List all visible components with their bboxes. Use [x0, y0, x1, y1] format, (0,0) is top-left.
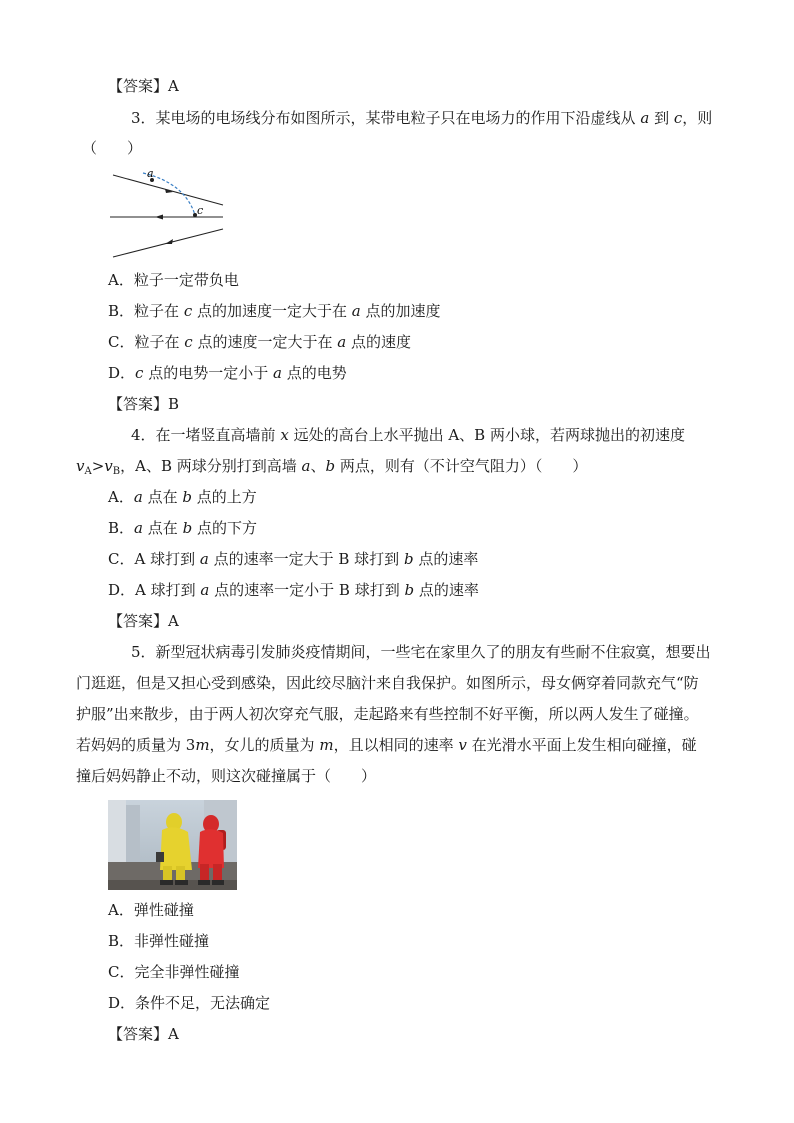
q3-option-b: B．粒子在 c 点的加速度一定大于在 a 点的加速度: [108, 302, 441, 320]
q3-option-d: D．c 点的电势一定小于 a 点的电势: [108, 364, 347, 382]
field-line-top: [113, 175, 223, 205]
label-a: a: [147, 167, 154, 180]
q5-option-a: A．弹性碰撞: [108, 901, 194, 919]
answer-q4: 【答案】A: [108, 612, 179, 630]
q5-stem-2: 门逛逛，但是又担心受到感染，因此绞尽脑汁来自我保护。如图所示，母女俩穿着同款充气“防: [76, 674, 699, 692]
q4-option-a: A．a 点在 b 点的上方: [108, 488, 257, 506]
q3-paren: （ ）: [82, 139, 143, 157]
photo-illustration: [108, 800, 237, 890]
q5-option-d: D．条件不足，无法确定: [108, 994, 271, 1012]
q3-option-a: A．粒子一定带负电: [108, 271, 239, 289]
q4-option-c: C．A 球打到 a 点的速率一定大于 B 球打到 b 点的速率: [108, 550, 479, 568]
label-c: c: [197, 204, 204, 217]
q5-stem-3: 护服”出来散步，由于两人初次穿充气服，走起路来有些控制不好平衡，所以两人发生了碰撞。: [76, 705, 699, 723]
arrow-middle: [155, 215, 163, 220]
q5-option-b: B．非弹性碰撞: [108, 932, 210, 950]
q4-stem-2: $v_A>v_B$，A、B 两球分别打到高墙 a、b 两点，则有（不计空气阻力）（ ）: [76, 457, 588, 477]
answer-q2: 【答案】A: [108, 77, 179, 95]
protective-suit-photo: [108, 800, 237, 890]
q5-stem-4: 若妈妈的质量为 3m，女儿的质量为 m，且以相同的速率 v 在光滑水平面上发生相向碰撞，碰: [76, 736, 697, 754]
q4-stem-1: 4．在一堵竖直高墙前 x 远处的高台上水平抛出 A、B 两小球，若两球抛出的初速度: [131, 426, 685, 444]
q3-option-c: C．粒子在 c 点的速度一定大于在 a 点的速度: [108, 333, 411, 351]
q4-option-d: D．A 球打到 a 点的速率一定小于 B 球打到 b 点的速率: [108, 581, 479, 599]
q5-stem-5: 撞后妈妈静止不动，则这次碰撞属于（ ）: [76, 767, 377, 785]
answer-q3: 【答案】B: [108, 395, 180, 413]
q3-stem: 3．某电场的电场线分布如图所示，某带电粒子只在电场力的作用下沿虚线从 a 到 c，则: [131, 109, 713, 127]
q5-option-c: C．完全非弹性碰撞: [108, 963, 240, 981]
answer-q5: 【答案】A: [108, 1025, 179, 1043]
q5-stem-1: 5．新型冠状病毒引发肺炎疫情期间，一些宅在家里久了的朋友有些耐不住寂寞，想要出: [131, 643, 711, 661]
electric-field-diagram: [105, 165, 230, 265]
q4-option-b: B．a 点在 b 点的下方: [108, 519, 257, 537]
